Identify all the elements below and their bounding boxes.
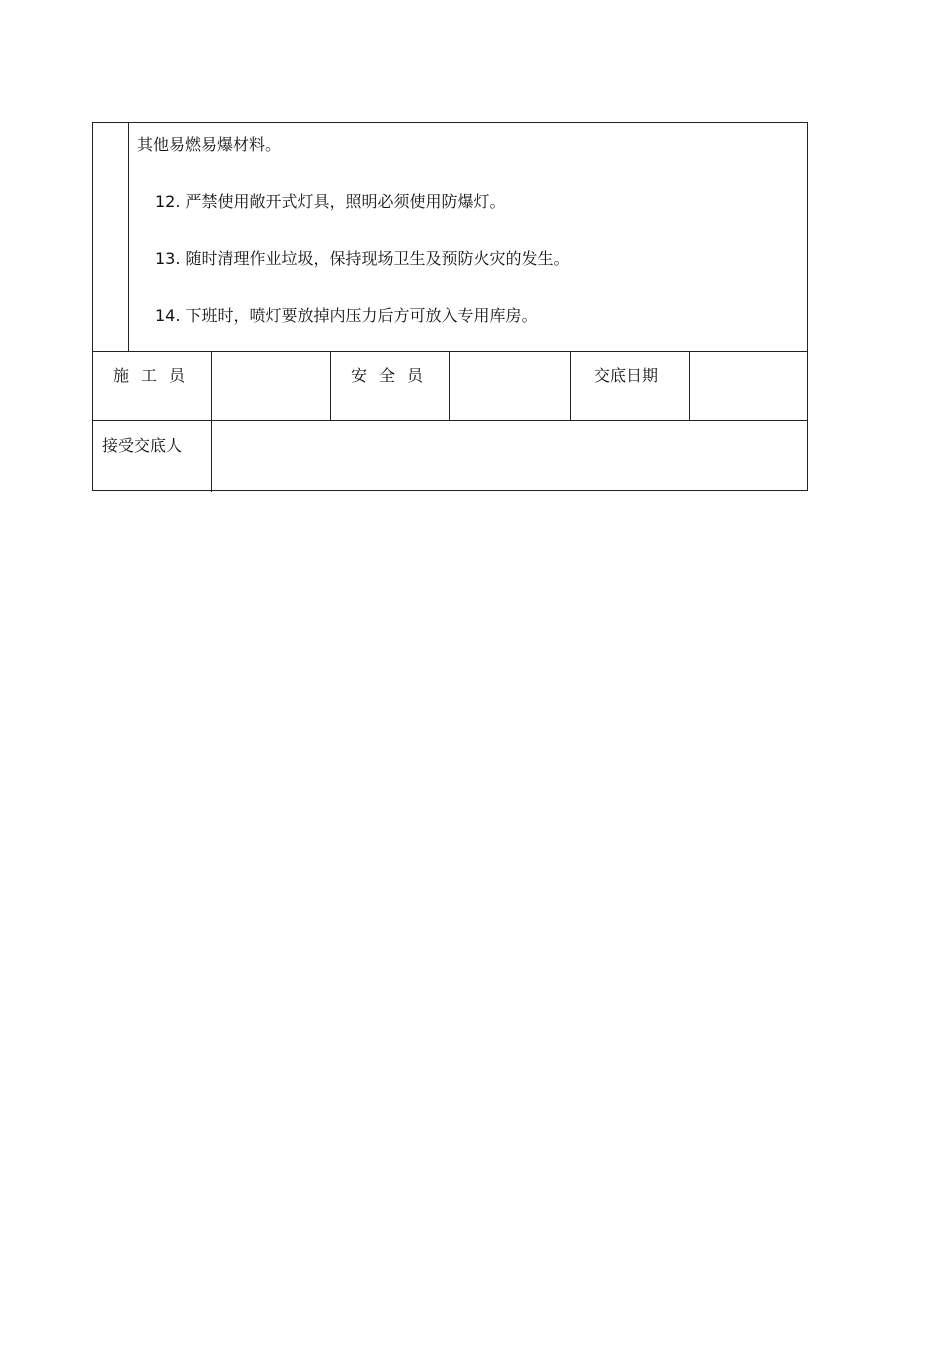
constructor-label: 施工员 <box>113 366 198 385</box>
content-line-2: 12. 严禁使用敞开式灯具，照明必须使用防爆灯。 <box>155 192 506 211</box>
briefing-date-cell[interactable] <box>690 352 807 420</box>
signature-divider-2 <box>330 351 331 421</box>
safety-officer-label: 安全员 <box>351 366 436 385</box>
content-line-3: 13. 随时清理作业垃圾，保持现场卫生及预防火灾的发生。 <box>155 249 570 268</box>
constructor-signature-cell[interactable] <box>212 352 330 420</box>
content-line-4: 14. 下班时，喷灯要放掉内压力后方可放入专用库房。 <box>155 306 538 325</box>
signature-divider-4 <box>570 351 571 421</box>
recipient-signature-cell[interactable] <box>212 421 807 490</box>
content-line-1: 其他易燃易爆材料。 <box>137 135 282 154</box>
safety-briefing-table <box>92 122 808 491</box>
safety-officer-signature-cell[interactable] <box>450 352 570 420</box>
briefing-date-label: 交底日期 <box>594 366 659 385</box>
content-left-divider <box>128 123 129 352</box>
recipient-label: 接受交底人 <box>102 436 183 455</box>
